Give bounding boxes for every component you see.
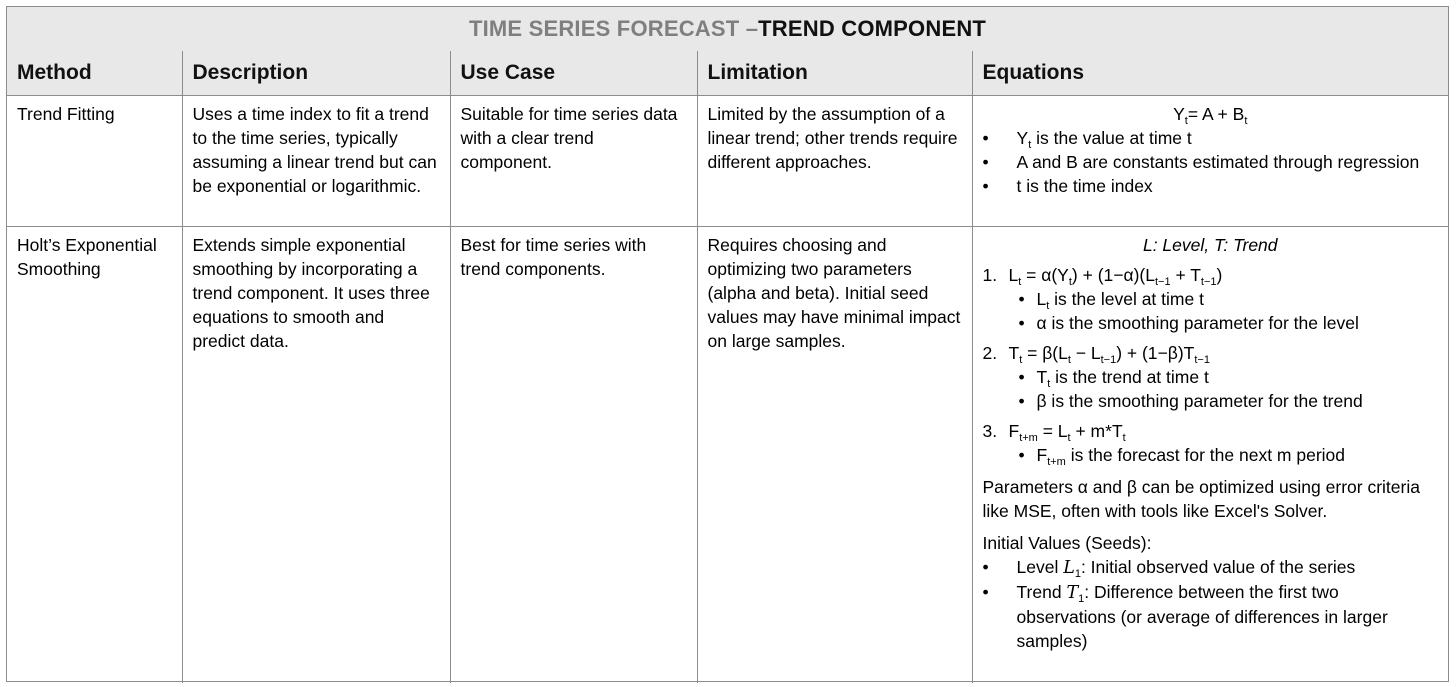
list-item: • $L_t$ is the level at time t [1019,287,1439,311]
header-description: Description [182,51,450,95]
cell-limitation: Requires choosing and optimizing two parameters (alpha and beta). Initial seed values may have minimal impact on large samples. [697,226,972,683]
equation-level: 1. $L_t = \alpha(Y_t) + (1-\alpha)(L_{t-1} + T_{t-1})$ • $L_t$ is the level at time t • α is the smoothing parameter for the level [983,263,1439,335]
list-item: • $Y_t$ is the value at time t [983,126,1439,150]
list-item: • t is the time index [983,174,1439,198]
cell-equations [972,226,1448,683]
list-item: • $T_t$ is the trend at time t [1019,365,1439,389]
cell-use-case: Best for time series with trend components. [450,226,697,683]
forecast-table-frame [6,6,1449,682]
header-row [7,51,1448,95]
equation-trend: $Y_t= A + B_t$ [1173,103,1248,127]
parameters-note: Parameters α and β can be optimized using error criteria like MSE, often with tools like Excel's Solver. [982,476,1420,521]
equation-legend: L: Level, T: Trend [1142,234,1278,255]
table-row-holt [7,226,1448,683]
list-item: • $F_{t+m}$ is the forecast for the next m period [1019,443,1439,467]
title-emphasis: TREND COMPONENT [758,16,987,41]
table-title [7,7,1448,52]
header-equations: Equations [972,51,1448,95]
cell-method: Trend Fitting [7,95,182,226]
list-item: • α is the smoothing parameter for the level [1019,311,1439,335]
list-item: • β is the smoothing parameter for the trend [1019,389,1439,413]
equation-trend-update: 2. $T_t = \beta(L_t - L_{t-1}) + (1-\beta)T_{t-1}$ • $T_t$ is the trend at time t • β is the smoothing parameter for the trend [983,341,1439,413]
header-use-case: Use Case [450,51,697,95]
cell-equations [972,95,1448,226]
seeds-list [983,555,1439,653]
header-method: Method [7,51,182,95]
cell-use-case: Suitable for time series data with a clear trend component. [450,95,697,226]
cell-method: Holt’s Exponential Smoothing [7,226,182,683]
cell-limitation: Limited by the assumption of a linear trend; other trends require different approaches. [697,95,972,226]
list-item: • Trend $T_1$: Difference between the first two observations (or average of differences in larger samples) [983,580,1439,653]
table-row-trend-fitting [7,95,1448,226]
header-limitation: Limitation [697,51,972,95]
equation-forecast: 3. $F_{t+m} = L_t + m*T_t$ • $F_{t+m}$ is the forecast for the next m period [983,419,1439,467]
seeds-title: Initial Values (Seeds): [982,532,1152,553]
cell-description: Uses a time index to fit a trend to the time series, typically assuming a linear trend but can be exponential or logarithmic. [182,95,450,226]
equation-notes [983,126,1439,198]
methods-table [7,51,1448,683]
title-prefix: TIME SERIES FORECAST – [468,16,759,41]
cell-description: Extends simple exponential smoothing by incorporating a trend component. It uses three equations to smooth and predict data. [182,226,450,683]
list-item: • A and B are constants estimated through regression [983,150,1439,174]
list-item: • Level $L_1$: Initial observed value of the series [983,555,1439,580]
